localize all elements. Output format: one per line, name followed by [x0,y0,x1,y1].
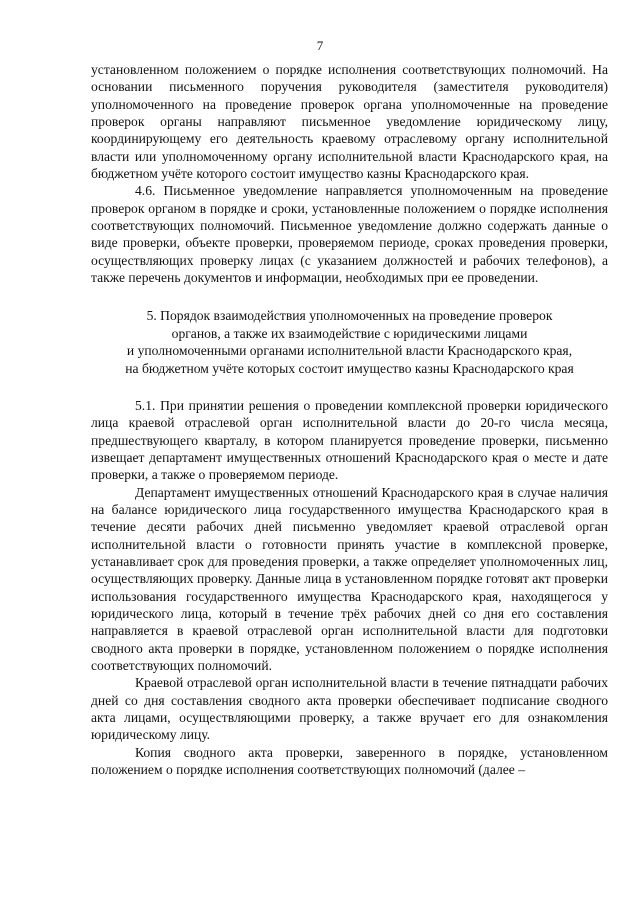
section-heading-line: 5. Порядок взаимодействия уполномоченных на проведение проверок [146,308,553,324]
paragraph-signing: Краевой отраслевой орган исполнительной власти в течение пятнадцати рабочих дней со дня составления сводного акта проверки обеспечивает подписание сводного акта лицами, осуществляющими проверку, а также вручает его для ознакомления юридическому лицу. [91,675,608,743]
paragraph-5-1: 5.1. При принятии решения о проведении комплексной проверки юридического лица краевой отраслевой орган исполнительной власти до 20-го числа месяца, предшествующего кварталу, в котором планируется проведение проверки, письменно извещает департамент имущественных отношений Краснодарского края о месте и дате проверки, а также о проверяемом периоде. [91,397,608,483]
document-body [91,61,608,778]
section-heading [91,307,608,376]
paragraph-continuation: установленном положением о порядке исполнения соответствующих полномочий. На основании письменного поручения руководителя (заместителя руководителя) уполномоченного на проведение проверок органа уполномоченные на проведение проверок органы направляют письменное уведомление юридическому лицу, координирующему его деятельность краевому отраслевому органу исполнительной власти или уполномоченному органу исполнительной власти Краснодарского края, на бюджетном учёте которого состоит имущество казны Краснодарского края. [91,62,608,182]
paragraph-4-6: 4.6. Письменное уведомление направляется уполномоченным на проведение проверок органом в порядке и сроки, установленные положением о порядке исполнения соответствующих полномочий. Письменное уведомление должно содержать данные о виде проверки, объекте проверки, проверяемом периоде, сроках проведения проверки, осуществляющих проверку лицах (с указанием должностей и рабочих телефонов), а также перечень документов и информации, необходимых при ее проведении. [91,183,608,286]
section-heading-line: на бюджетном учёте которых состоит имущество казны Краснодарского края [125,360,574,376]
section-heading-line: и уполномоченными органами исполнительной власти Краснодарского края, [126,343,573,359]
paragraph-department: Департамент имущественных отношений Краснодарского края в случае наличия на балансе юридического лица государственного имущества Краснодарского края в течение десяти рабочих дней письменно уведомляет краевой отраслевой орган исполнительной власти о готовности принять участие в комплексной проверке, устанавливает срок для проведения проверки, а также определяет уполномоченных лиц, осуществляющих проверку. Данные лица в установленном порядке готовят акт проверки использования государственного имущества Краснодарского края, находящегося у юридического лица, который в течение трёх рабочих дней со дня его составления направляется в краевой отраслевой орган исполнительной власти для подготовки сводного акта проверки в порядке, установленном положением о порядке исполнения соответствующих полномочий. [91,484,608,673]
page-number: 7 [316,38,324,53]
paragraph-copy: Копия сводного акта проверки, заверенного в порядке, установленном положением о порядке исполнения соответствующих полномочий (далее – [91,744,608,778]
section-heading-line: органов, а также их взаимодействие с юридическими лицами [171,325,528,341]
